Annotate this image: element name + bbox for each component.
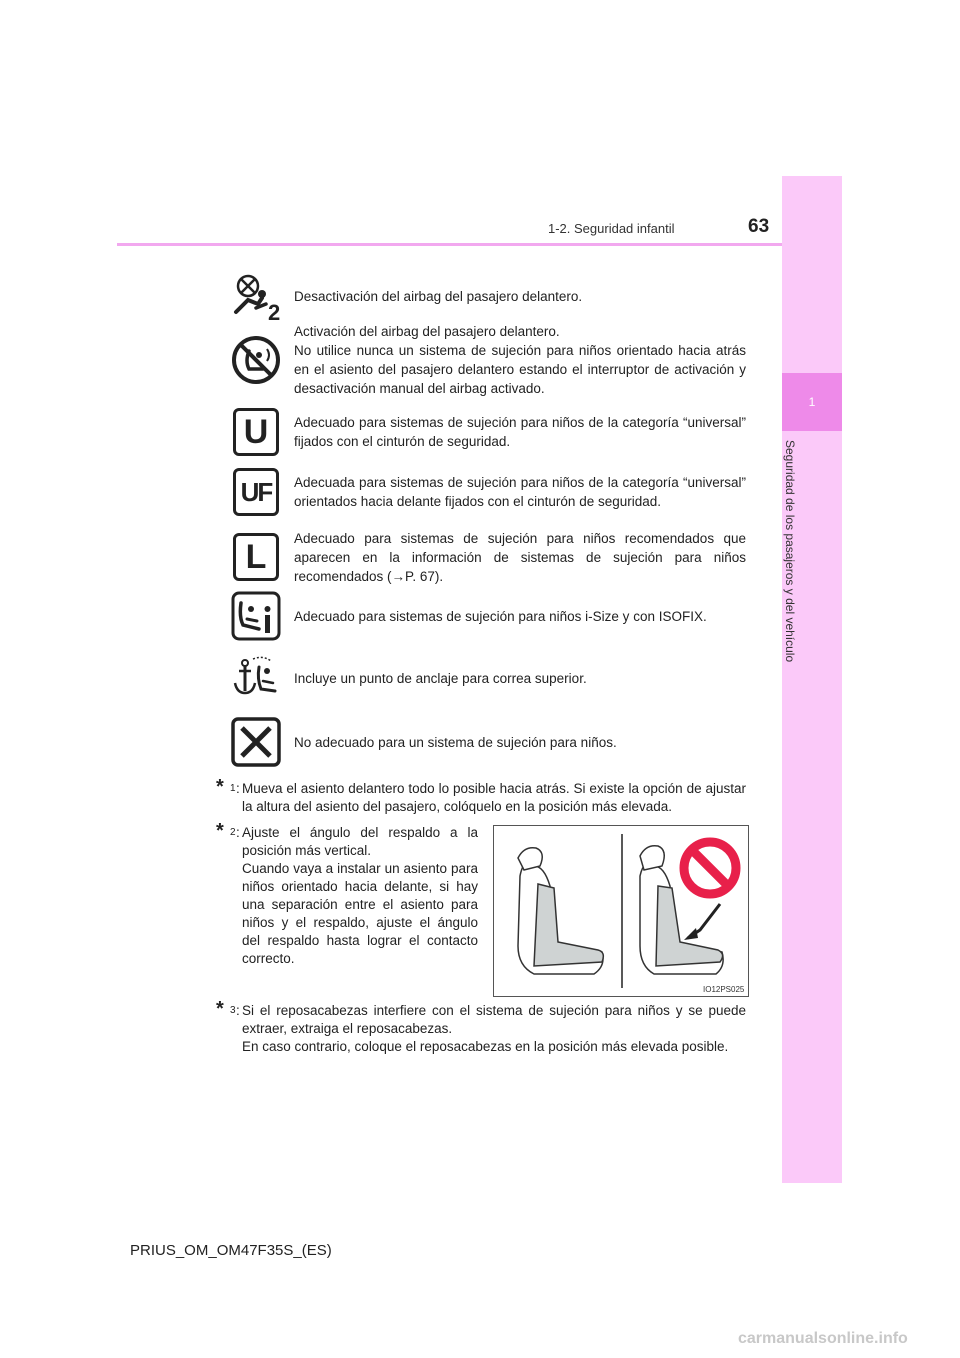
symbol-row-u xyxy=(226,406,746,458)
symbol-row-uf xyxy=(226,466,746,518)
anchor-top-tether-icon xyxy=(226,648,286,708)
figure-code: IO12PS025 xyxy=(703,985,745,994)
symbol-row-airbag-off xyxy=(226,266,746,326)
header-rule xyxy=(117,243,782,246)
u-letter-icon: U xyxy=(233,408,279,456)
symbol-description: Adecuada para sistemas de sujeción para niños de la categoría “universal” orientados hacia delante fijados con el cinturón de seguridad. xyxy=(294,475,746,509)
symbol-row-l xyxy=(226,526,746,588)
side-tab-text: Seguridad de los pasajeros y del vehículo xyxy=(783,440,797,663)
symbol-description: Adecuado para sistemas de sujeción para niños i-Size y con ISOFIX. xyxy=(294,608,707,624)
page-number: 63 xyxy=(748,216,770,237)
uf-letter-icon: UF xyxy=(233,468,279,516)
symbol-description: Desactivación del airbag del pasajero delantero. xyxy=(294,288,583,304)
airbag-off-icon xyxy=(226,266,286,326)
symbol-description: No adecuado para un sistema de sujeción para niños. xyxy=(294,734,617,750)
l-letter-icon: L xyxy=(233,533,279,581)
seat-illustration xyxy=(493,825,749,997)
symbol-description: Adecuado para sistemas de sujeción para niños recomendados que aparecen en la información de sistemas de sujeción para niños recomendados (→P. 67). xyxy=(294,530,746,584)
svg-text:2: 2 xyxy=(268,300,281,324)
symbol-row-anchor xyxy=(226,650,746,706)
symbol-row-airbag-on xyxy=(226,322,746,398)
watermark: carmanualsonline.info xyxy=(738,1330,908,1347)
symbol-description: Adecuado para sistemas de sujeción para niños de la categoría “universal” fijados con el cinturón de seguridad. xyxy=(294,415,746,449)
section-title: 1-2. Seguridad infantil xyxy=(548,221,675,236)
not-suitable-x-icon xyxy=(226,712,286,772)
isize-seat-icon xyxy=(226,586,286,646)
symbol-description: Incluye un punto de anclaje para correa superior. xyxy=(294,670,587,686)
footnote-3: * 3 : Si el reposacabezas interfiere con el sistema de sujeción para niños y se puede extraer, extraiga el reposacabezas. En caso contrario, coloque el reposacabezas en la posición más elevada posible. xyxy=(216,998,746,1054)
seat-left xyxy=(518,848,603,974)
footnote-2: * 2 : Ajuste el ángulo del respaldo a la posición más vertical. Cuando vaya a instalar un asiento para niños orientado hacia delante, si hay una separación entre el asiento para niños y el respaldo, ajuste el ángulo del respaldo hasta lograr el contacto correcto. xyxy=(216,820,478,966)
footnote-1: * 1 : Mueva el asiento delantero todo lo posible hacia atrás. Si existe la opción de ajustar la altura del asiento del pasajero, colóquelo en la posición más elevada. xyxy=(216,776,746,814)
side-tab-chapter: 1 xyxy=(782,373,842,431)
no-rear-facing-seat-icon xyxy=(226,330,286,390)
symbol-row-not-suitable xyxy=(226,714,746,770)
footer-document-code: PRIUS_OM_OM47F35S_(ES) xyxy=(130,1242,332,1259)
symbol-description: Activación del airbag del pasajero delantero. No utilice nunca un sistema de sujeción para niños orientado hacia atrás en el asiento del pasajero delantero estando el interruptor de activación y desactivación manual del airbag activado. xyxy=(294,324,746,396)
symbol-row-isize xyxy=(226,590,746,642)
